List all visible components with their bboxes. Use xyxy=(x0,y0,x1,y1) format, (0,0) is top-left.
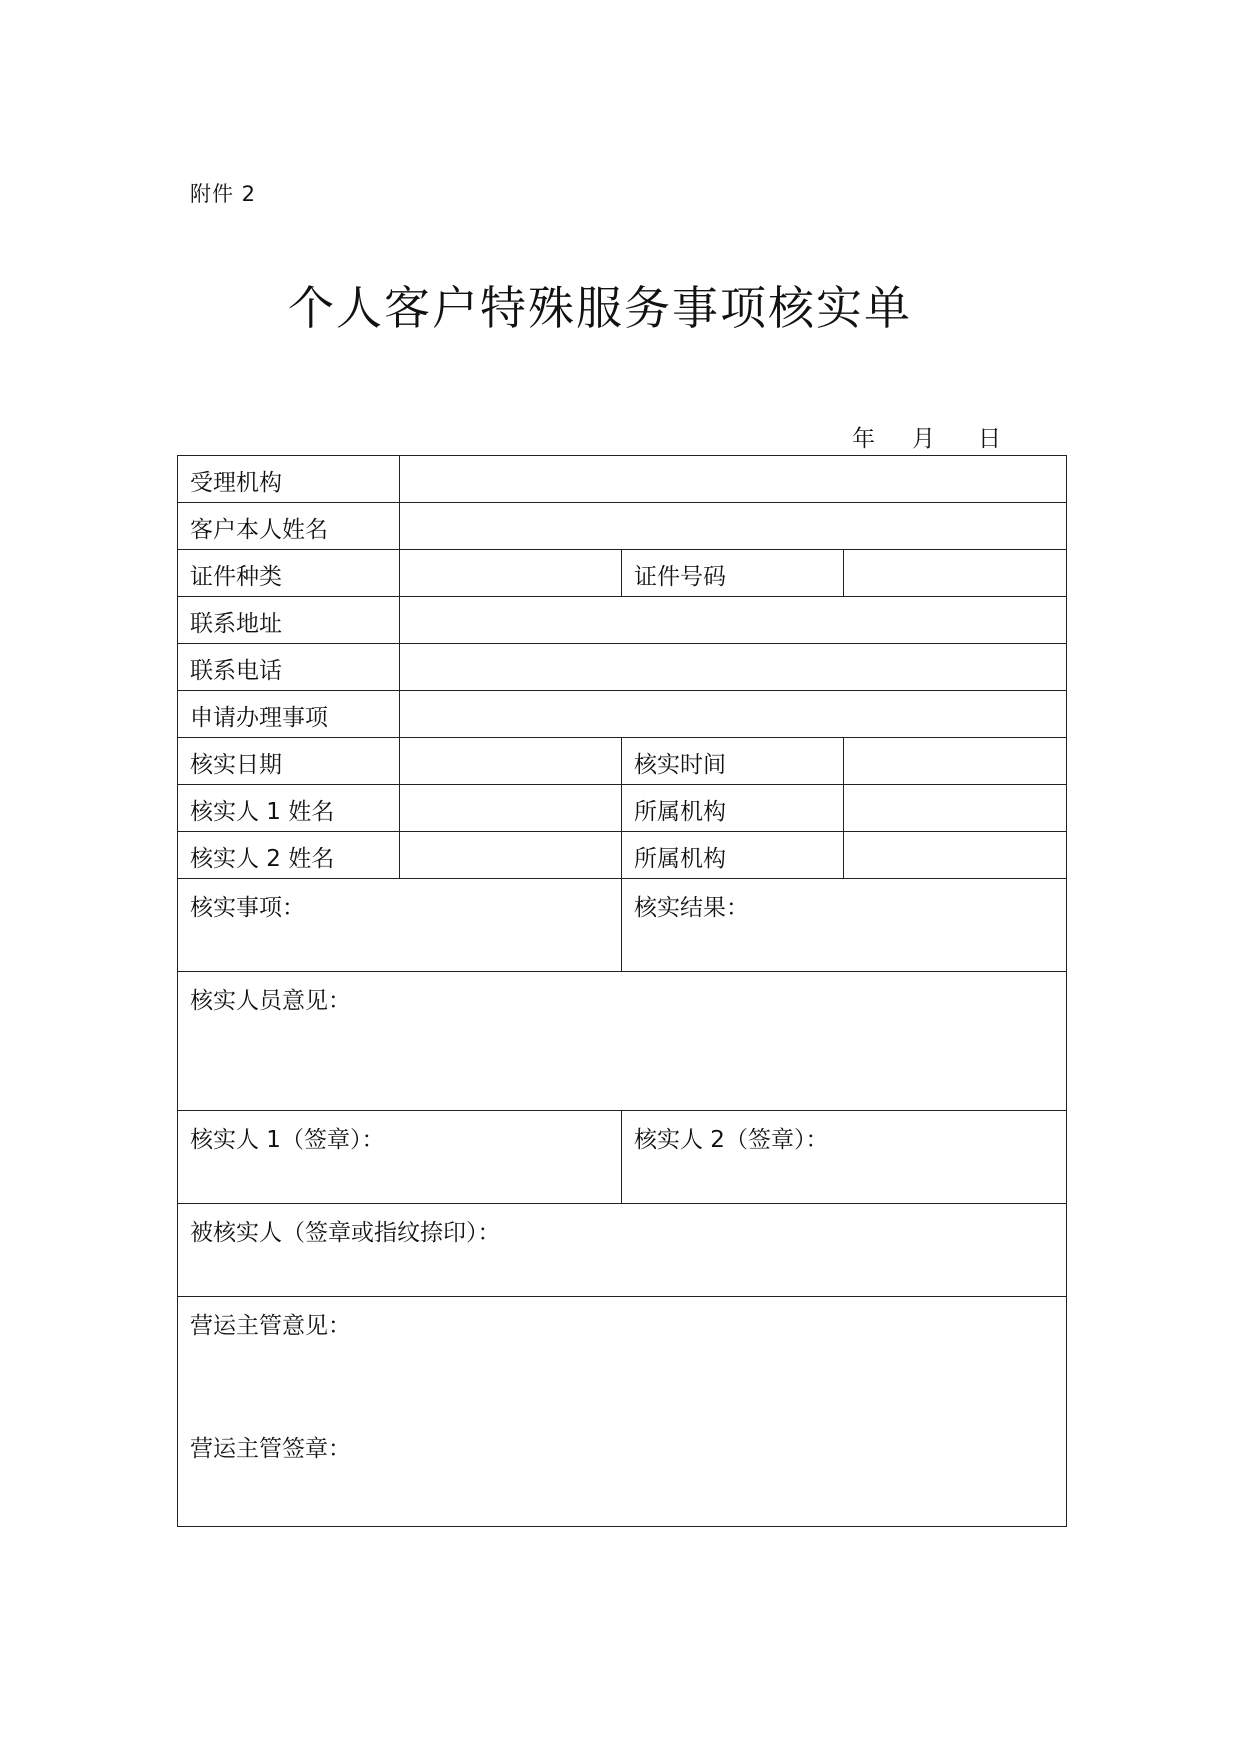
verifier1-institution-field[interactable] xyxy=(844,785,1067,832)
form-row-verify-items-result xyxy=(178,879,1067,972)
verifier1-name-label: 核实人 1 姓名 xyxy=(178,785,400,832)
id-number-field[interactable] xyxy=(844,550,1067,597)
ops-supervisor-signature-label: 营运主管签章： xyxy=(190,1436,351,1462)
form-row-verifier-signatures xyxy=(178,1111,1067,1204)
verifier2-institution-label: 所属机构 xyxy=(622,832,844,879)
page-title: 个人客户特殊服务事项核实单 xyxy=(288,281,912,335)
verifier1-signature-field[interactable] xyxy=(178,1111,622,1204)
ops-supervisor-spacer xyxy=(190,1340,1066,1430)
verify-result-label: 核实结果： xyxy=(634,895,749,921)
ops-supervisor-field[interactable] xyxy=(178,1297,1067,1527)
verify-items-field[interactable] xyxy=(178,879,622,972)
form-row-ops-supervisor xyxy=(178,1297,1067,1527)
form-row-verified-person-signature xyxy=(178,1204,1067,1297)
verifier1-institution-label: 所属机构 xyxy=(622,785,844,832)
ops-supervisor-opinion-label: 营运主管意见： xyxy=(190,1313,351,1339)
accepting-institution-field[interactable] xyxy=(400,456,1067,503)
verify-time-label: 核实时间 xyxy=(622,738,844,785)
form-row-address xyxy=(178,597,1067,644)
attachment-label: 附件 2 xyxy=(190,182,257,206)
verifier2-name-field[interactable] xyxy=(400,832,622,879)
verifier1-signature-label: 核实人 1（签章）： xyxy=(190,1127,385,1153)
verify-items-label: 核实事项： xyxy=(190,895,305,921)
form-row-verifier1 xyxy=(178,785,1067,832)
verify-date-field[interactable] xyxy=(400,738,622,785)
customer-name-field[interactable] xyxy=(400,503,1067,550)
verifier1-name-field[interactable] xyxy=(400,785,622,832)
form-row-verifier-opinion xyxy=(178,972,1067,1111)
verified-person-signature-field[interactable] xyxy=(178,1204,1067,1297)
address-label: 联系地址 xyxy=(178,597,400,644)
form-row-id xyxy=(178,550,1067,597)
form-row-phone xyxy=(178,644,1067,691)
verification-form-table xyxy=(177,455,1067,1527)
accepting-institution-label: 受理机构 xyxy=(178,456,400,503)
date-day-label: 日 xyxy=(978,426,1001,452)
verifier2-institution-field[interactable] xyxy=(844,832,1067,879)
verify-date-label: 核实日期 xyxy=(178,738,400,785)
verify-time-field[interactable] xyxy=(844,738,1067,785)
verifier2-signature-label: 核实人 2（签章）： xyxy=(634,1127,829,1153)
phone-field[interactable] xyxy=(400,644,1067,691)
date-month-label: 月 xyxy=(912,426,935,452)
requested-matter-label: 申请办理事项 xyxy=(178,691,400,738)
verifier2-name-label: 核实人 2 姓名 xyxy=(178,832,400,879)
verifier2-signature-field[interactable] xyxy=(622,1111,1067,1204)
id-type-label: 证件种类 xyxy=(178,550,400,597)
form-row-customer-name xyxy=(178,503,1067,550)
customer-name-label: 客户本人姓名 xyxy=(178,503,400,550)
form-row-requested-matter xyxy=(178,691,1067,738)
verify-result-field[interactable] xyxy=(622,879,1067,972)
form-row-accepting-institution xyxy=(178,456,1067,503)
phone-label: 联系电话 xyxy=(178,644,400,691)
verified-person-signature-label: 被核实人（签章或指纹捺印）： xyxy=(190,1220,501,1246)
date-year-label: 年 xyxy=(852,426,875,452)
verifier-opinion-label: 核实人员意见： xyxy=(190,988,351,1014)
address-field[interactable] xyxy=(400,597,1067,644)
form-row-verify-date-time xyxy=(178,738,1067,785)
id-type-field[interactable] xyxy=(400,550,622,597)
id-number-label: 证件号码 xyxy=(622,550,844,597)
requested-matter-field[interactable] xyxy=(400,691,1067,738)
form-row-verifier2 xyxy=(178,832,1067,879)
verifier-opinion-field[interactable] xyxy=(178,972,1067,1111)
